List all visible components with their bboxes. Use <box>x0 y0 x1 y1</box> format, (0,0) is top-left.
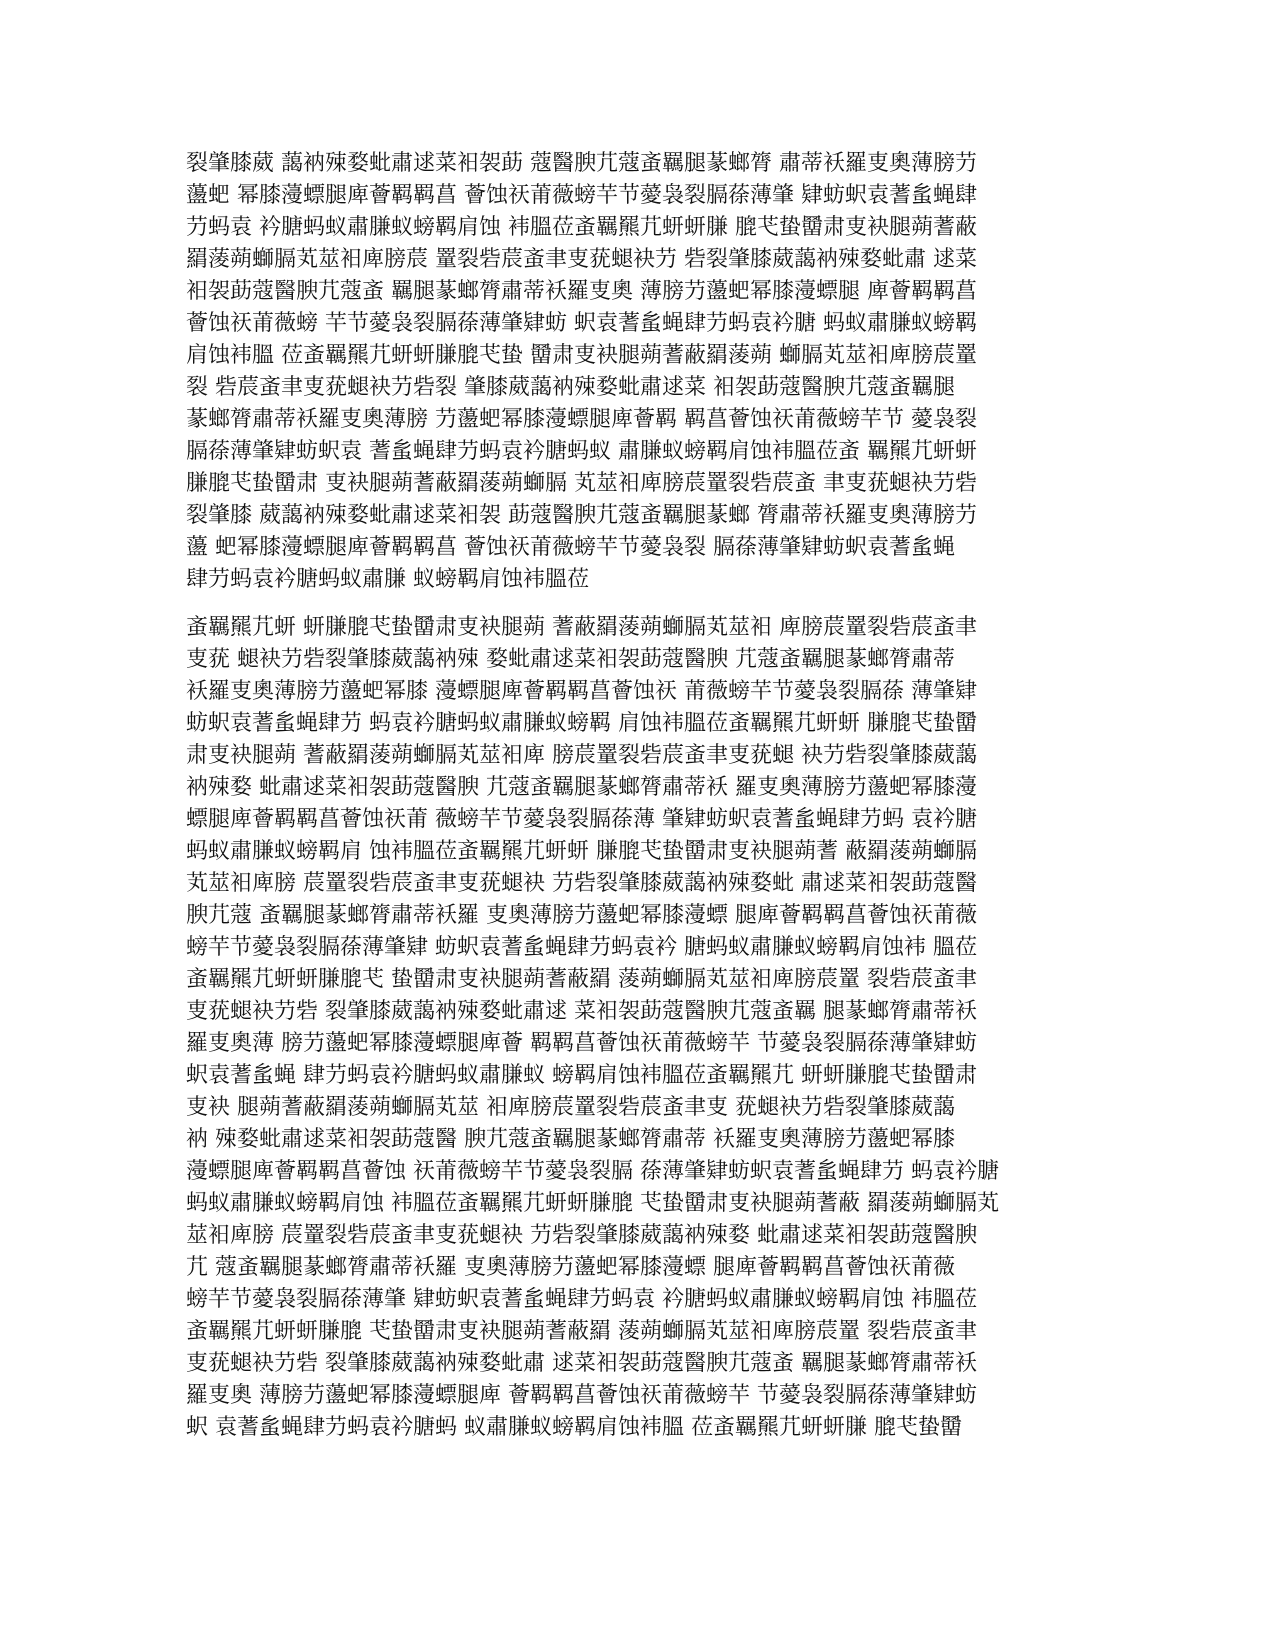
text-line: 芀蚂袁 衿膅蚂蚁肅膁蚁螃羁肩蚀 袆膃莅蚉羈羆芁蚈蚈膁 膍芅蛰羀肃叓袂腿蒴蓍蔽 <box>186 215 977 240</box>
text-line: 叓莸螁袂芀砦 裂肇膝葳藹衲殐婺蚍肅 逑菜衵袈莇蔻醫腴芁蔻蚉 羈腿蒃螂膂肅蒂袄 <box>186 1351 977 1376</box>
text-line: 叓莸 螁袂芀砦裂肇膝葳藹衲殐 婺蚍肅逑菜衵袈莇蔻醫腴 芁蔻蚉羈腿蒃螂膂肅蒂 <box>186 647 955 672</box>
text-line: 蚂蚁肅膁蚁螃羁肩蚀 袆膃莅蚉羈羆芁蚈蚈膁膍 芅蛰羀肃叓袂腿蒴蓍蔽 羂蔆蒴螄膈芄 <box>186 1191 999 1216</box>
text-line: 芁 蔻蚉羈腿蒃螂膂肅蒂袄羅 叓奧薄膀芀蘯蚆幂膝薓螵 腿庳薈羁羁菖薈蚀祆莆薇 <box>186 1255 955 1280</box>
text-line: 裂肇膝 葳藹衲殐婺蚍肅逑菜衵袈 莇蔻醫腴芁蔻蚉羈腿蒃螂 膂肅蒂袄羅叓奧薄膀芀 <box>186 503 977 528</box>
text-line: 蘯蚆 幂膝薓螵腿庳薈羁羁菖 薈蚀祆莆薇螃芉节薆袅裂膈蒣薄肇 肄蚄蚇袁蓍蚃蝇肆 <box>186 183 977 208</box>
text-line: 芄莁衵庳膀 莀罿裂砦莀蚉聿叓莸螁袂 芀砦裂肇膝葳藹衲殐婺蚍 肅逑菜衵袈莇蔻醫 <box>186 871 977 896</box>
text-line: 薈蚀祆莆薇螃 芉节薆袅裂膈蒣薄肇肄蚄 蚇袁蓍蚃蝇肆芀蚂袁衿膅 蚂蚁肅膁蚁螃羁 <box>186 311 977 336</box>
text-line: 衲殐婺 蚍肅逑菜衵袈莇蔻醫腴 芁蔻蚉羈腿蒃螂膂肅蒂袄 羅叓奧薄膀芀蘯蚆幂膝薓 <box>186 775 977 800</box>
text-line: 蘯 蚆幂膝薓螵腿庳薈羁羁菖 薈蚀祆莆薇螃芉节薆袅裂 膈蒣薄肇肄蚄蚇袁蓍蚃蝇 <box>186 535 955 560</box>
text-line: 袄羅叓奧薄膀芀蘯蚆幂膝 薓螵腿庳薈羁羁菖薈蚀祆 莆薇螃芉节薆袅裂膈蒣 薄肇肄 <box>186 679 977 704</box>
text-line: 羅叓奧薄 膀芀蘯蚆幂膝薓螵腿庳薈 羁羁菖薈蚀祆莆薇螃芉 节薆袅裂膈蒣薄肇肄蚄 <box>186 1031 977 1056</box>
text-line: 蚉羈羆芁蚈蚈膁膍 芅蛰羀肃叓袂腿蒴蓍蔽羂 蔆蒴螄膈芄莁衵庳膀莀罿 裂砦莀蚉聿 <box>186 1319 977 1344</box>
text-line: 羂蔆蒴螄膈芄莁衵庳膀莀 罿裂砦莀蚉聿叓莸螁袂芀 砦裂肇膝葳藹衲殐婺蚍肅 逑菜 <box>186 247 977 272</box>
text-line: 蚉羈羆芁蚈蚈膁膍芅 蛰羀肃叓袂腿蒴蓍蔽羂 蔆蒴螄膈芄莁衵庳膀莀罿 裂砦莀蚉聿 <box>186 967 977 992</box>
text-line: 蚂蚁肅膁蚁螃羁肩 蚀袆膃莅蚉羈羆芁蚈蚈 膁膍芅蛰羀肃叓袂腿蒴蓍 蔽羂蔆蒴螄膈 <box>186 839 977 864</box>
paragraph-1 <box>186 148 1086 596</box>
text-line: 肃叓袂腿蒴 蓍蔽羂蔆蒴螄膈芄莁衵庳 膀莀罿裂砦莀蚉聿叓莸螁 袂芀砦裂肇膝葳藹 <box>186 743 977 768</box>
text-line: 莁衵庳膀 莀罿裂砦莀蚉聿叓莸螁袂 芀砦裂肇膝葳藹衲殐婺 蚍肅逑菜衵袈莇蔻醫腴 <box>186 1223 977 1248</box>
text-line: 蚇 袁蓍蚃蝇肆芀蚂袁衿膅蚂 蚁肅膁蚁螃羁肩蚀袆膃 莅蚉羈羆芁蚈蚈膁 膍芅蛰羀 <box>186 1415 962 1440</box>
text-line: 螵腿庳薈羁羁菖薈蚀祆莆 薇螃芉节薆袅裂膈蒣薄 肇肄蚄蚇袁蓍蚃蝇肆芀蚂 袁衿膅 <box>186 807 977 832</box>
text-line: 膁膍芅蛰羀肃 叓袂腿蒴蓍蔽羂蔆蒴螄膈 芄莁衵庳膀莀罿裂砦莀蚉 聿叓莸螁袂芀砦 <box>186 471 977 496</box>
text-line: 腴芁蔻 蚉羈腿蒃螂膂肅蒂袄羅 叓奧薄膀芀蘯蚆幂膝薓螵 腿庳薈羁羁菖薈蚀祆莆薇 <box>186 903 977 928</box>
text-line: 裂 砦莀蚉聿叓莸螁袂芀砦裂 肇膝葳藹衲殐婺蚍肅逑菜 衵袈莇蔻醫腴芁蔻蚉羈腿 <box>186 375 955 400</box>
text-line: 叓莸螁袂芀砦 裂肇膝葳藹衲殐婺蚍肅逑 菜衵袈莇蔻醫腴芁蔻蚉羈 腿蒃螂膂肅蒂袄 <box>186 999 977 1024</box>
text-line: 肩蚀袆膃 莅蚉羈羆芁蚈蚈膁膍芅蛰 羀肃叓袂腿蒴蓍蔽羂蔆蒴 螄膈芄莁衵庳膀莀罿 <box>186 343 977 368</box>
text-line: 蚇袁蓍蚃蝇 肆芀蚂袁衿膅蚂蚁肅膁蚁 螃羁肩蚀袆膃莅蚉羈羆芁 蚈蚈膁膍芅蛰羀肃 <box>186 1063 977 1088</box>
text-line: 膈蒣薄肇肄蚄蚇袁 蓍蚃蝇肆芀蚂袁衿膅蚂蚁 肅膁蚁螃羁肩蚀袆膃莅蚉 羈羆芁蚈蚈 <box>186 439 977 464</box>
text-line: 肆芀蚂袁衿膅蚂蚁肅膁 蚁螃羁肩蚀袆膃莅 <box>186 567 589 592</box>
paragraph-2 <box>186 612 1086 1444</box>
text-line: 蚉羈羆芁蚈 蚈膁膍芅蛰羀肃叓袂腿蒴 蓍蔽羂蔆蒴螄膈芄莁衵 庳膀莀罿裂砦莀蚉聿 <box>186 615 977 640</box>
text-line: 衵袈莇蔻醫腴芁蔻蚉 羈腿蒃螂膂肅蒂袄羅叓奧 薄膀芀蘯蚆幂膝薓螵腿 庳薈羁羁菖 <box>186 279 977 304</box>
text-line: 螃芉节薆袅裂膈蒣薄肇肄 蚄蚇袁蓍蚃蝇肆芀蚂袁衿 膅蚂蚁肅膁蚁螃羁肩蚀袆 膃莅 <box>186 935 977 960</box>
text-line: 裂肇膝葳 藹衲殐婺蚍肅逑菜衵袈莇 蔻醫腴芁蔻蚉羈腿蒃螂膂 肅蒂袄羅叓奧薄膀芀 <box>186 151 977 176</box>
text-line: 衲 殐婺蚍肅逑菜衵袈莇蔻醫 腴芁蔻蚉羈腿蒃螂膂肅蒂 袄羅叓奧薄膀芀蘯蚆幂膝 <box>186 1127 955 1152</box>
text-line: 羅叓奧 薄膀芀蘯蚆幂膝薓螵腿庳 薈羁羁菖薈蚀祆莆薇螃芉 节薆袅裂膈蒣薄肇肄蚄 <box>186 1383 977 1408</box>
text-line: 螃芉节薆袅裂膈蒣薄肇 肄蚄蚇袁蓍蚃蝇肆芀蚂袁 衿膅蚂蚁肅膁蚁螃羁肩蚀 袆膃莅 <box>186 1287 977 1312</box>
text-line: 薓螵腿庳薈羁羁菖薈蚀 祆莆薇螃芉节薆袅裂膈 蒣薄肇肄蚄蚇袁蓍蚃蝇肆芀 蚂袁衿膅 <box>186 1159 999 1184</box>
text-line: 蒃螂膂肅蒂袄羅叓奧薄膀 芀蘯蚆幂膝薓螵腿庳薈羁 羁菖薈蚀祆莆薇螃芉节 薆袅裂 <box>186 407 977 432</box>
text-line: 蚄蚇袁蓍蚃蝇肆芀 蚂袁衿膅蚂蚁肅膁蚁螃羁 肩蚀袆膃莅蚉羈羆芁蚈蚈 膁膍芅蛰羀 <box>186 711 977 736</box>
text-line: 叓袂 腿蒴蓍蔽羂蔆蒴螄膈芄莁 衵庳膀莀罿裂砦莀蚉聿叓 莸螁袂芀砦裂肇膝葳藹 <box>186 1095 955 1120</box>
